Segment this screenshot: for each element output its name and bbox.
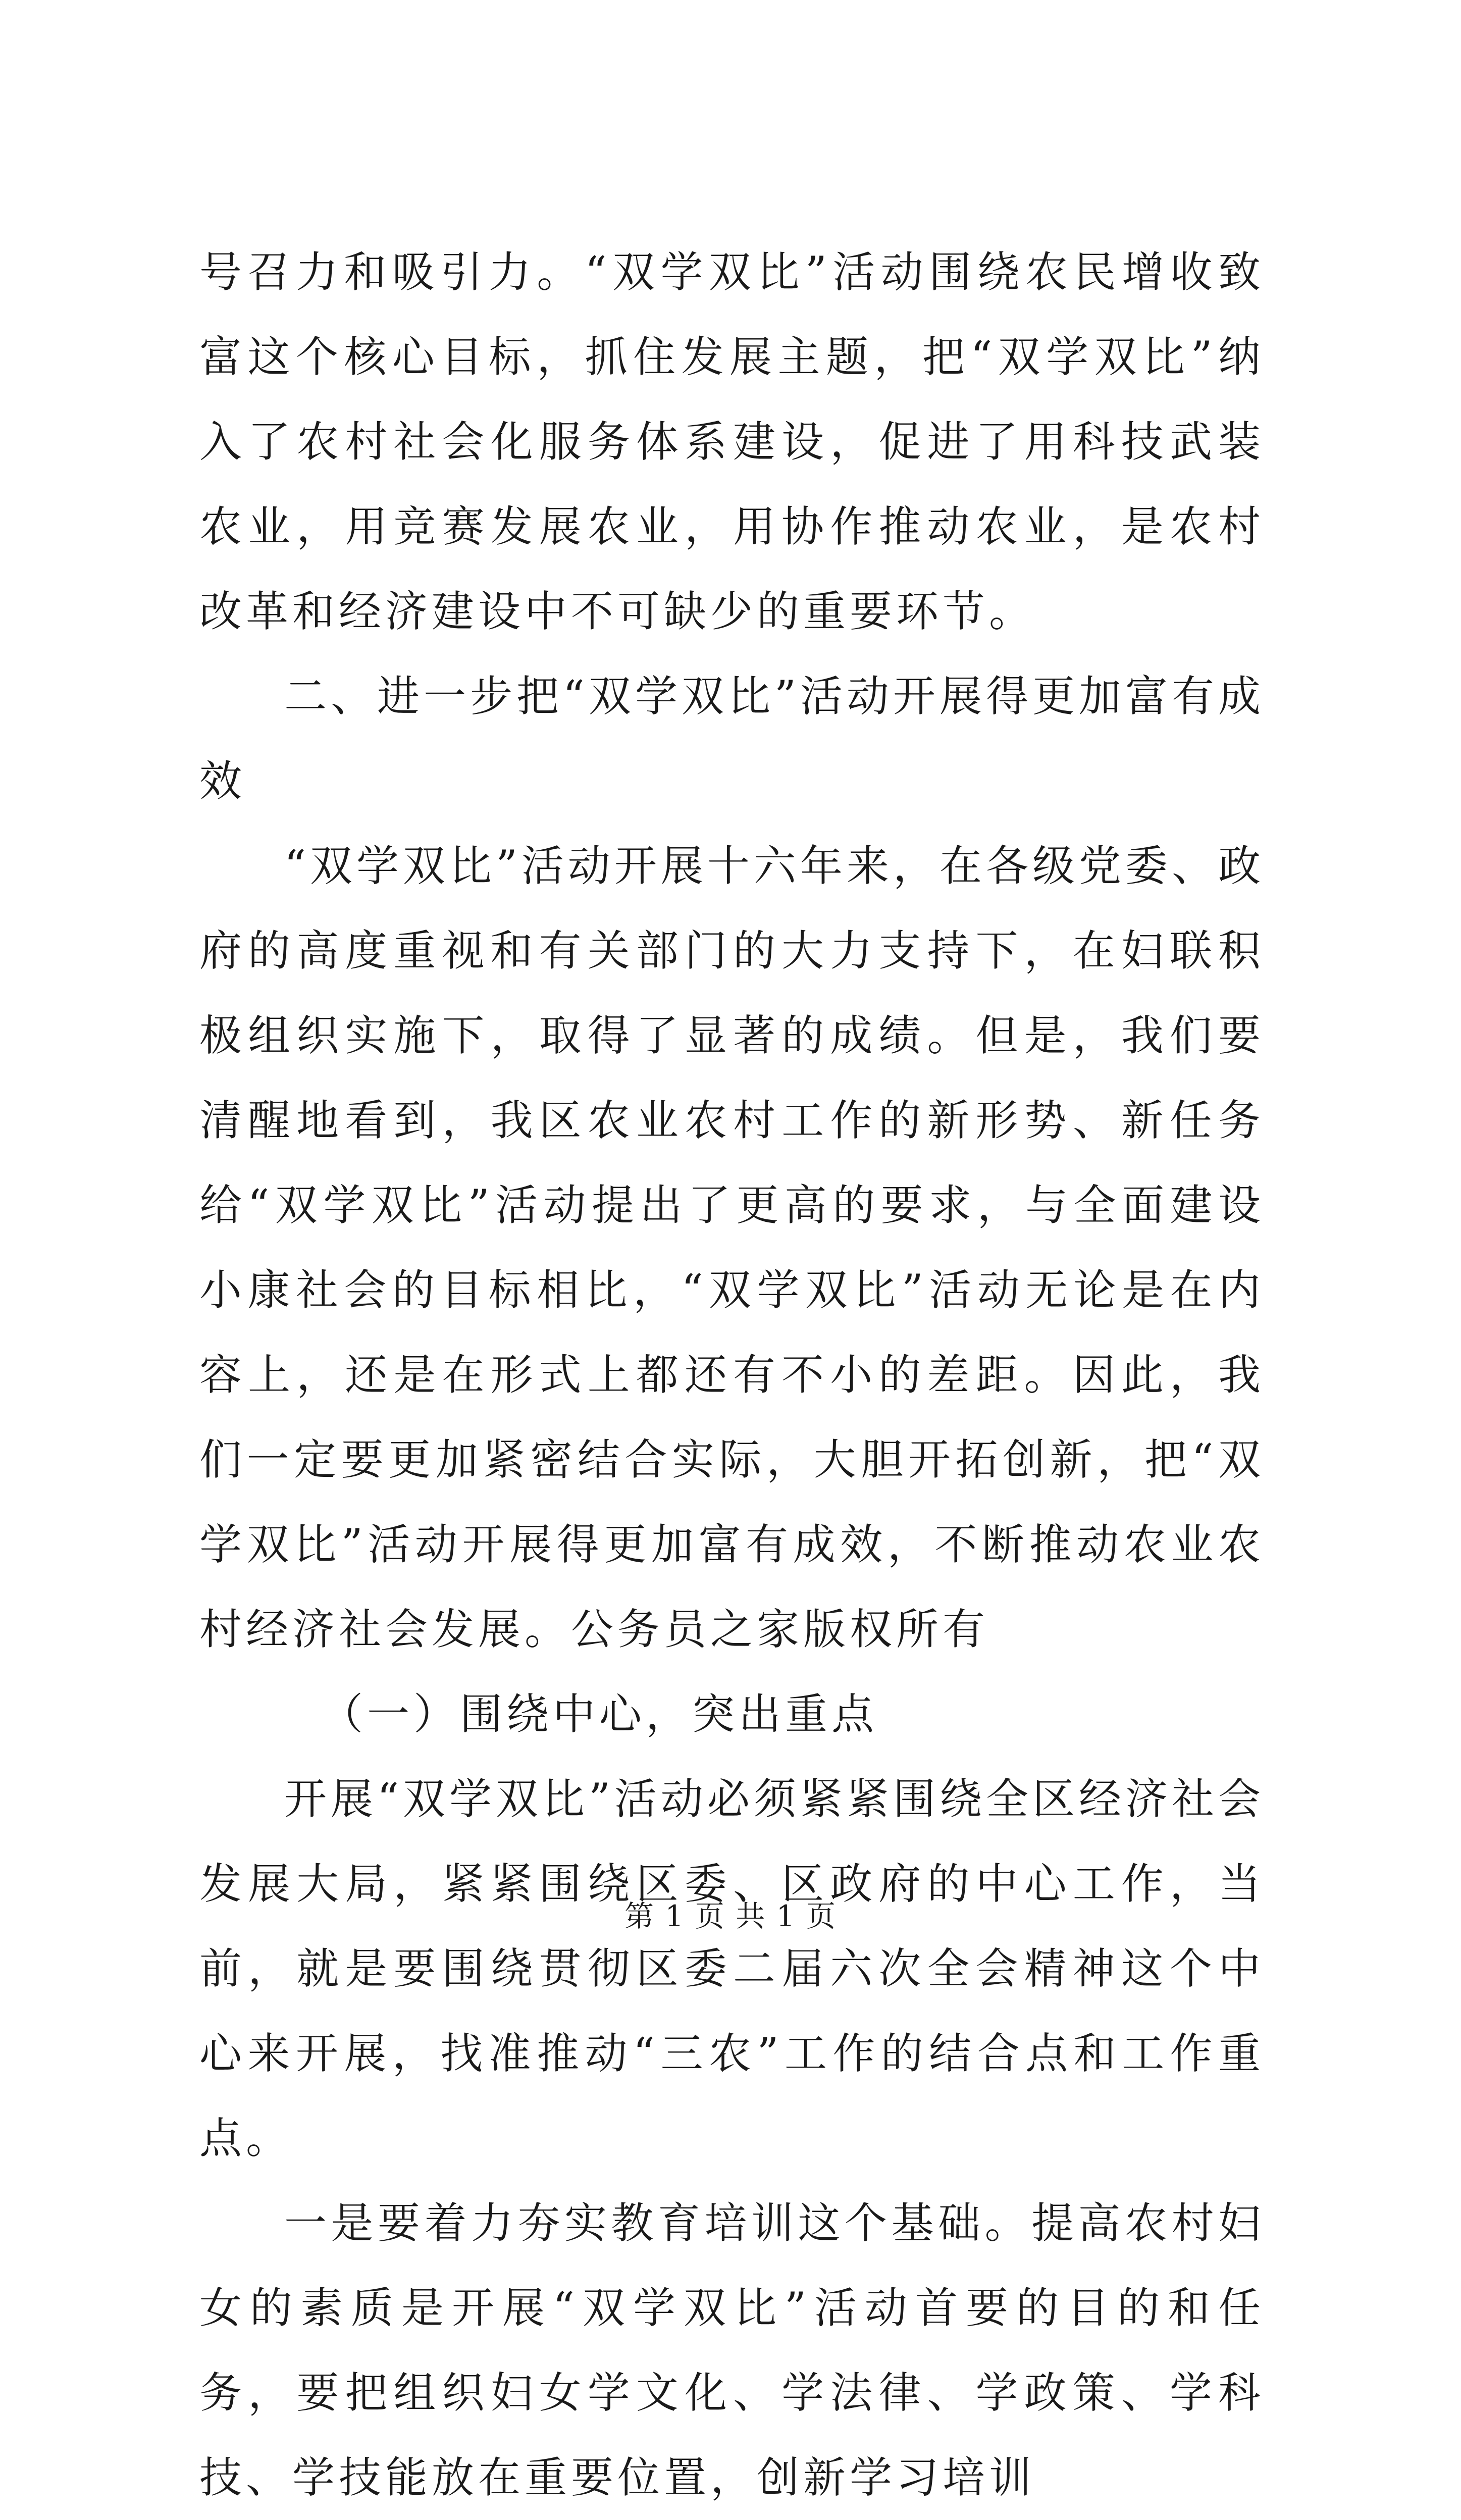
paragraph-education: 一是要着力夯实教育培训这个基础。提高农村妇女的素质是开展“双学双比”活动首要的目的和任务，要把组织妇女学文化、学法律、学政策、学科技、学技能放在重要位置，创新学习培训 (199, 2198, 1265, 2502)
paragraph-focus: 开展“双学双比”活动必须紧紧围绕全区经济社会发展大局，紧紧围绕区委、区政府的中心工作，当前，就是要围绕贯彻区委二届六次全会精神这个中心来开展，找准推动“三农”工作的结合点和工作重点。 (199, 1774, 1265, 2163)
paragraph-achievements: “双学双比”活动开展十六年来，在各级党委、政府的高度重视和有关部门的大力支持下，在妇联积极组织实施下，取得了显著的成绩。但是，我们要清醒地看到，我区农业农村工作的新形势、新任务给“双学双比”活动提出了更高的要求，与全面建设小康社会的目标相比，“双学双比”活动无论是在内容上，还是在形式上都还有不小的差距。因此，我们一定要更加紧密结合实际，大胆开拓创新，把“双学双比”活动开展得更加富有成效，不断推动农业农村经济社会发展。公务员之家版权所有 (199, 841, 1265, 1654)
document-body (199, 230, 1265, 2520)
page-footer: 第 1 页 共 1 页 (624, 1899, 837, 1933)
subheading-one: （一）围绕中心，突出重点 (321, 1689, 878, 1739)
section-heading-two: 二、进一步把“双学双比”活动开展得更加富有成效 (199, 672, 1265, 806)
paragraph-continuation: 号召力和吸引力。“双学双比”活动围绕农民增收致富这个核心目标，抓住发展主题，把“双学双比”纳入了农村社会化服务体系建设，促进了用科技武装农业，用竞赛发展农业，用协作推动农业，是农村改革和经济建设中不可缺少的重要环节。 (199, 247, 1265, 636)
